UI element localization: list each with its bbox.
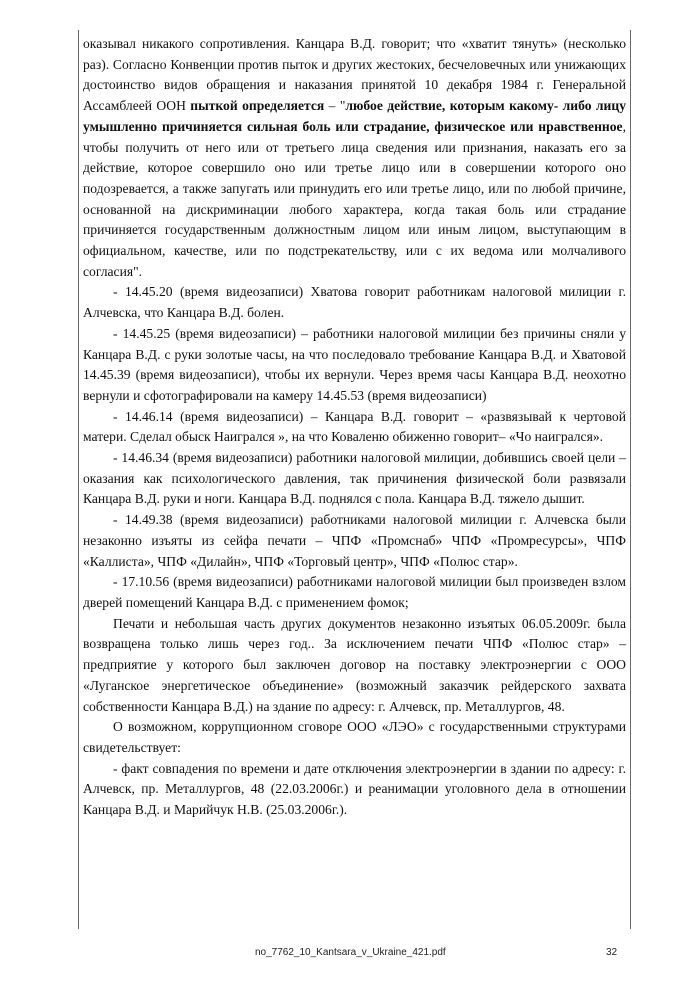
right-margin-line [630, 30, 631, 929]
paragraph-17-10-56: - 17.10.56 (время видеозаписи) работниками налоговой милиции был произведен взлом дверей помещений Канцара В.Д. с применением фомок; [83, 574, 626, 610]
paragraph-seals-returned: Печати и небольшая часть других документов незаконно изъятых 06.05.2009г. была возвращена только лишь через год.. За исключением печати ЧПФ «Полюс стар» – предприятие у которого был заключен договор на поставку электроэнергии с ООО «Луганское энергетическое объединение» (возможный заказчик рейдерского захвата собственности Канцара В.Д.) на здание по адресу: г. Алчевск, пр. Металлургов, 48. [83, 615, 626, 714]
bold-emphasis-definition: любое действие, которым какому- либо лицу умышленно причиняется сильная боль или страдание, физическое или нравственное [83, 98, 626, 134]
paragraph-convention [83, 34, 626, 282]
paragraph-14-45-20: - 14.45.20 (время видеозаписи) Хватова говорит работникам налоговой милиции г. Алчевска, что Канцара В.Д. болен. [83, 284, 626, 321]
document-body [83, 34, 626, 821]
paragraph-text: – " [324, 98, 346, 114]
footer-filename: no_7762_10_Kantsara_v_Ukraine_421.pdf [255, 947, 446, 958]
paragraph-14-45-25 [83, 324, 626, 407]
paragraph-14-49-38: - 14.49.38 (время видеозаписи) работниками налоговой милиции г. Алчевска были незаконно изъяты из сейфа печати – ЧПФ «Промснаб» ЧПФ «Промресурсы», ЧПФ «Каллиста», ЧПФ «Дилайн», ЧПФ «Торговый центр», ЧПФ «Полюс стар». [83, 512, 626, 569]
left-margin-line [78, 30, 79, 929]
page-number: 32 [606, 947, 618, 958]
paragraph-fact-coincidence: - факт совпадения по времени и дате отключения электроэнергии в здании по адресу: г. Алчевск, пр. Металлургов, 48 (22.03.2006г.) и реанимации уголовного дела в отношении Канцара В.Д. и Марийчук Н.В. (25.03.2006г.). [83, 760, 626, 818]
bold-emphasis-torture: пыткой определяется [190, 98, 325, 114]
paragraph-text: 14.45.53 (время видеозаписи) [316, 387, 487, 403]
paragraph-corruption: О возможном, коррупционном сговоре ООО «ЛЭО» с государственными структурами свидетельствует: [83, 719, 626, 755]
paragraph-text: , чтобы получить от него или от третьего лица сведения или признания, наказать его за действие, которое совершило оно или третье лицо или в совершении которого оно подозревается, а также запугать или принудить его или третье лицо, или по любой причине, основанной на дискриминации любого характера, когда такая боль или страдание причиняется государственным должностным лицом или иным лицом, выступающим в официальном, качестве, или по подстрекательству, или с их ведома или молчаливого согласия". [83, 118, 626, 279]
paragraph-text: - 14.45.25 (время видеозаписи) – работники налоговой милиции без причины сняли у Канцара В.Д. с руки золотые часы, на что последовало требование Канцара В.Д. и Хватовой 14.45.39 (время видеозаписи), чтобы их вернули. Через время часы Канцара В.Д. неохотно вернули и сфотографировали на камеру [83, 325, 626, 403]
page-footer [0, 947, 700, 963]
paragraph-text: оказывал никакого сопротивления. Канцара В.Д. говорит; что «хватит тянуть» (несколько раз). Согласно Конвенции против пыток и других жестоких, бесчеловечных или унижающих достоинство видов обращения и наказания принятой 10 декабря 1984 г. Генеральной Ассамблеей ООН [83, 36, 626, 114]
paragraph-14-46-14: - 14.46.14 (время видеозаписи) – Канцара В.Д. говорит – «развязывай к чертовой матери. Сделал обыск Наигрался », на что Коваленю обиженно говорит– «Чо наигрался». [83, 408, 626, 445]
paragraph-14-46-34: - 14.46.34 (время видеозаписи) работники налоговой милиции, добившись своей цели – оказания как психологического давления, так причинения физической боли развязали Канцара В.Д. руки и ноги. Канцара В.Д. поднялся с пола. Канцара В.Д. тяжело дышит. [83, 450, 626, 507]
